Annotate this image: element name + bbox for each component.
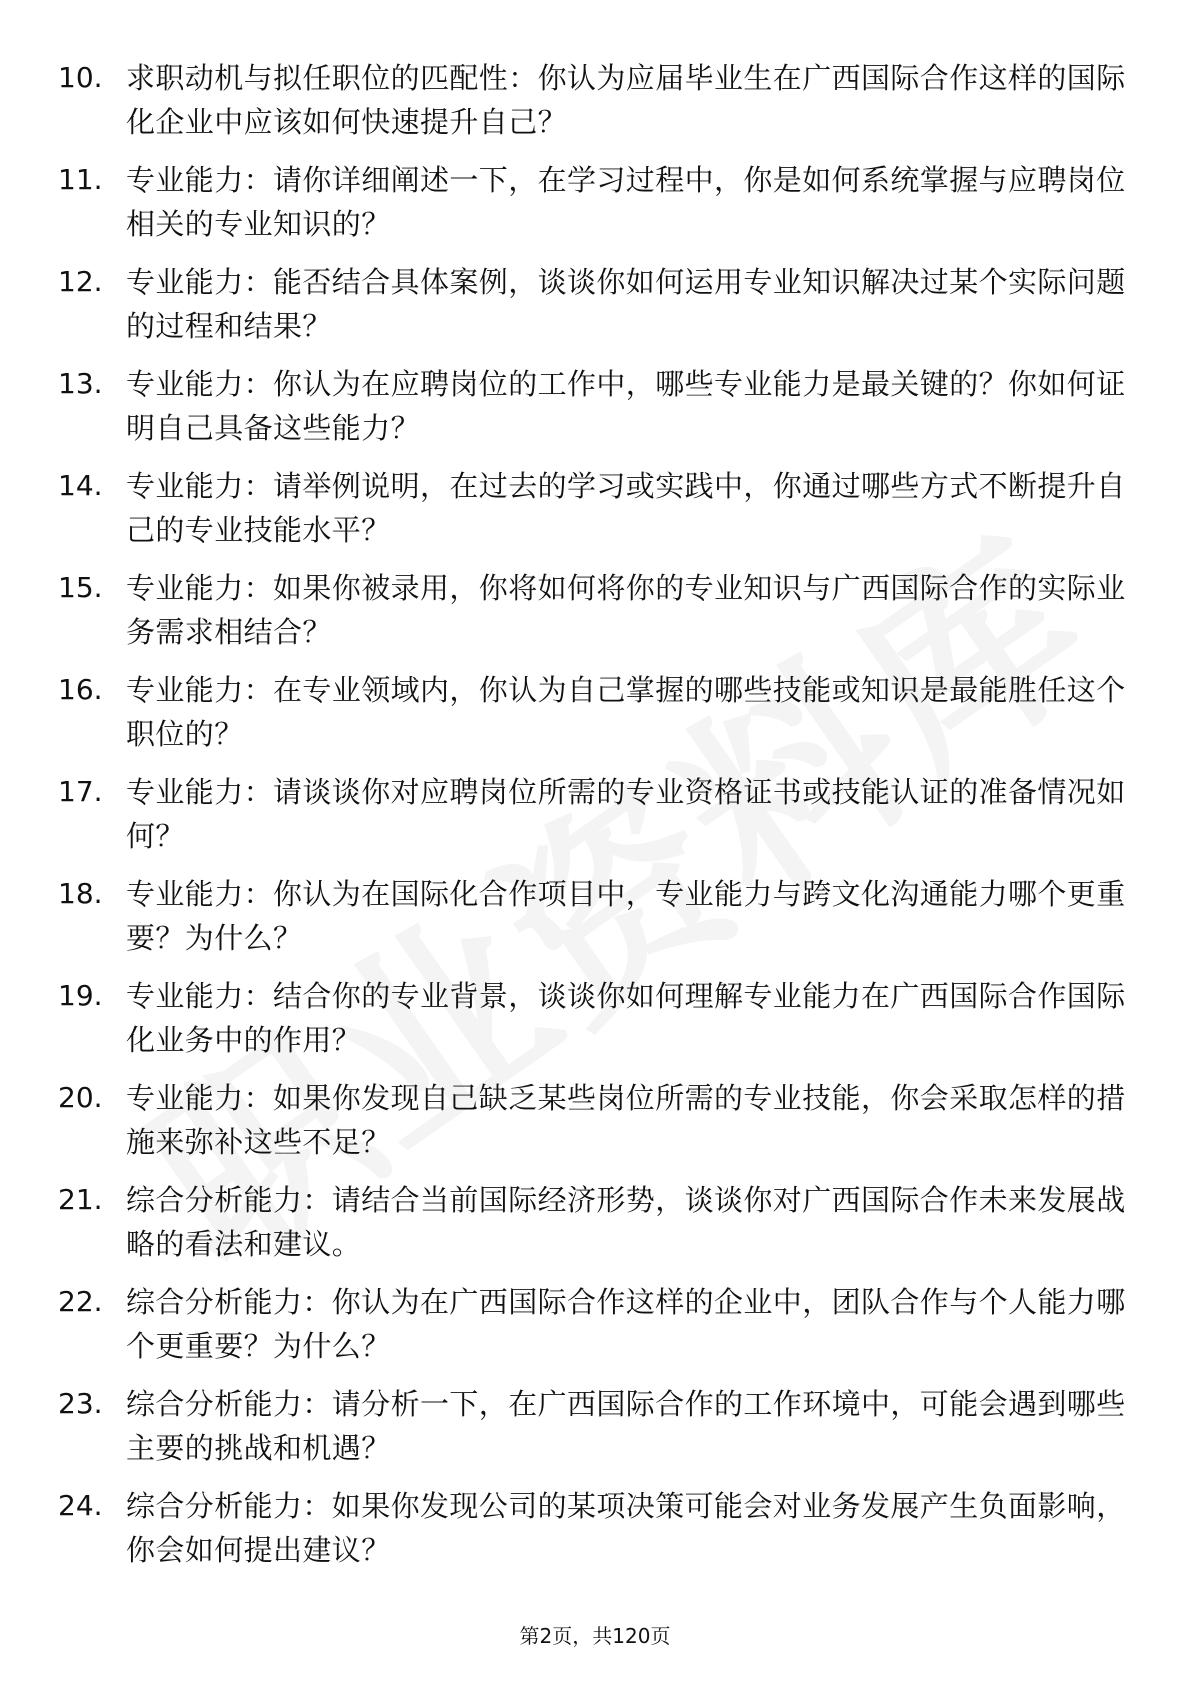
list-item bbox=[58, 56, 1128, 158]
question-number: 14. bbox=[58, 469, 103, 502]
question-text: 专业能力：在专业领域内，你认为自己掌握的哪些技能或知识是最能胜任这个职位的？ bbox=[126, 673, 1126, 751]
question-text: 综合分析能力：请结合当前国际经济形势，谈谈你对广西国际合作未来发展战略的看法和建议。 bbox=[126, 1183, 1126, 1261]
list-item bbox=[58, 1178, 1128, 1280]
page-number-footer: 第2页，共120页 bbox=[519, 1624, 671, 1648]
question-number: 20. bbox=[58, 1081, 103, 1114]
list-item bbox=[58, 158, 1128, 260]
question-text: 专业能力：如果你被录用，你将如何将你的专业知识与广西国际合作的实际业务需求相结合？ bbox=[126, 571, 1126, 649]
list-item bbox=[58, 464, 1128, 566]
list-item bbox=[58, 668, 1128, 770]
question-text: 专业能力：请你详细阐述一下，在学习过程中，你是如何系统掌握与应聘岗位相关的专业知识的？ bbox=[126, 163, 1126, 241]
question-number: 22. bbox=[58, 1285, 103, 1318]
question-number: 13. bbox=[58, 367, 103, 400]
question-text: 专业能力：请举例说明，在过去的学习或实践中，你通过哪些方式不断提升自己的专业技能水平？ bbox=[126, 469, 1126, 547]
list-item bbox=[58, 974, 1128, 1076]
question-text: 专业能力：如果你发现自己缺乏某些岗位所需的专业技能，你会采取怎样的措施来弥补这些不足？ bbox=[126, 1081, 1126, 1159]
question-text: 综合分析能力：请分析一下，在广西国际合作的工作环境中，可能会遇到哪些主要的挑战和机遇？ bbox=[126, 1387, 1126, 1465]
list-item bbox=[58, 1280, 1128, 1382]
question-number: 17. bbox=[58, 775, 103, 808]
question-text: 综合分析能力：如果你发现公司的某项决策可能会对业务发展产生负面影响，你会如何提出建议？ bbox=[126, 1489, 1126, 1567]
question-number: 21. bbox=[58, 1183, 103, 1216]
question-number: 19. bbox=[58, 979, 103, 1012]
question-list bbox=[58, 56, 1128, 1586]
question-number: 15. bbox=[58, 571, 103, 604]
question-number: 16. bbox=[58, 673, 103, 706]
question-number: 11. bbox=[58, 163, 103, 196]
list-item bbox=[58, 362, 1128, 464]
question-number: 23. bbox=[58, 1387, 103, 1420]
question-text: 专业能力：能否结合具体案例，谈谈你如何运用专业知识解决过某个实际问题的过程和结果？ bbox=[126, 265, 1126, 343]
question-number: 18. bbox=[58, 877, 103, 910]
list-item bbox=[58, 260, 1128, 362]
question-number: 24. bbox=[58, 1489, 103, 1522]
question-text: 专业能力：结合你的专业背景，谈谈你如何理解专业能力在广西国际合作国际化业务中的作用？ bbox=[126, 979, 1126, 1057]
question-text: 专业能力：请谈谈你对应聘岗位所需的专业资格证书或技能认证的准备情况如何？ bbox=[126, 775, 1126, 853]
list-item bbox=[58, 1382, 1128, 1484]
question-text: 专业能力：你认为在应聘岗位的工作中，哪些专业能力是最关键的？你如何证明自己具备这些能力？ bbox=[126, 367, 1126, 445]
question-text: 综合分析能力：你认为在广西国际合作这样的企业中，团队合作与个人能力哪个更重要？为什么？ bbox=[126, 1285, 1126, 1363]
list-item bbox=[58, 770, 1128, 872]
question-number: 10. bbox=[58, 61, 103, 94]
question-text: 专业能力：你认为在国际化合作项目中，专业能力与跨文化沟通能力哪个更重要？为什么？ bbox=[126, 877, 1126, 955]
list-item bbox=[58, 872, 1128, 974]
list-item bbox=[58, 1076, 1128, 1178]
question-number: 12. bbox=[58, 265, 103, 298]
list-item bbox=[58, 566, 1128, 668]
question-text: 求职动机与拟任职位的匹配性：你认为应届毕业生在广西国际合作这样的国际化企业中应该如何快速提升自己？ bbox=[126, 61, 1126, 139]
list-item bbox=[58, 1484, 1128, 1586]
